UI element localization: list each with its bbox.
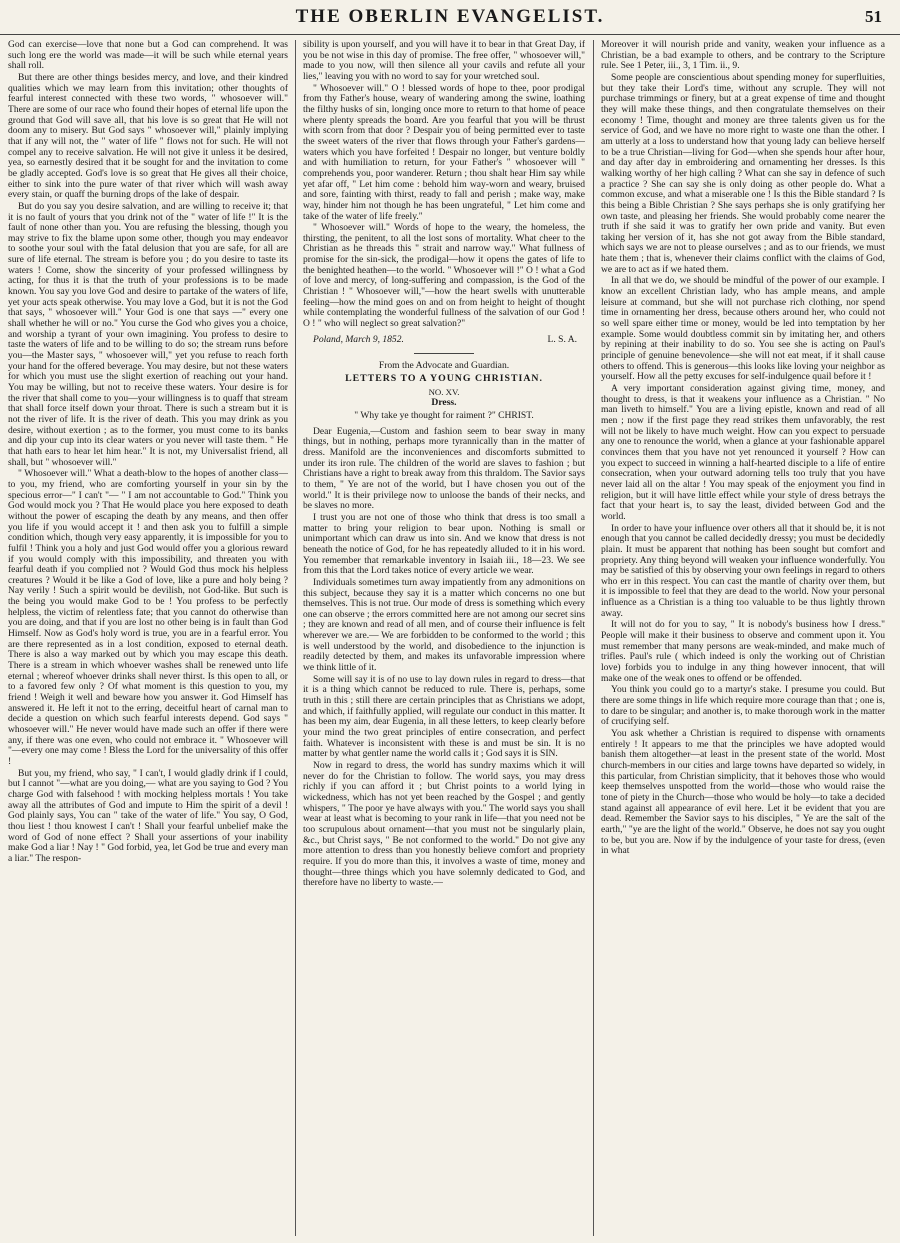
paragraph: It will not do for you to say, " It is nobody's business how I dress." People will make it their business to observe and comment upon it. You must remember that many persons are weak-minded, and make much of trifles. Paul's rule ( which indeed is only the working out of Christian love) forbids you to indulge in any thing however innocent, that will make one of the weak ones to offend or be offended. — [601, 619, 885, 684]
paragraph: " Whosoever will." Words of hope to the weary, the homeless, the thirsting, the penitent, to all the lost sons of mortality. What cheer to the Christian as he threads this " strait and narrow way." What fullness of promise for the sin-sick, the prodigal—how it opens the gates of life to the benighted heathen—to the world. " Whosoever will !" O ! what a God of love and mercy, of long-suffering and compassion, is the God of the Christian ! " Whosoever will,"—how the heart swells with unutterable feeling—how the mind goes on and on from height to height of thought while contemplating the wonderful fullness of the salvation of our God ! O ! " who will neglect so great salvation?" — [303, 222, 585, 330]
paragraph: Now in regard to dress, the world has sundry maxims which it will never do for the Christian to follow. The world says, you may dress richly if you can afford it ; but Christ points to a world lying in wickedness, which has not yet been reached by the Gospel ; and gently whispers, " The poor ye have always with you." The world says you shall wear at least what is becoming to your rank in life—that you need not be too scrupulous about ornament—that you must not be singularly plain, &c., but Christ says, " Be not conformed to the world." Do not give any more attention to dress than you honestly believe comfort and propriety require. If you do more than this, it involves a waste of time, money and thought—three things which you have solemnly dedicated to God, and therefore have no liberty to waste.— — [303, 760, 585, 889]
article-subject: Dress. — [431, 397, 457, 409]
article-number: NO. XV. — [428, 386, 460, 397]
paragraph: I trust you are not one of those who think that dress is too small a matter to bring your religion to bear upon. Nothing is small or unimportant which can draw us into sin. And we know that dress is not beneath the notice of God, for he has repeatedly alluded to it in his word. You remember that remarkable inventory in Isaiah iii., 18—23. We see from this that the Lord takes notice of every article we wear. — [303, 511, 585, 577]
paragraph: sibility is upon yourself, and you will have it to bear in that Great Day, if you be not wise in this day of promise. The free offer, " whosoever will," made to you now, will then silence all your cavils and refute all your lies," leaving you with no word to say for your wretched soul. — [303, 40, 585, 82]
paragraph: You ask whether a Christian is required to dispense with ornaments entirely ! It appears to me that the principles we have adopted would banish them altogether—at least in the present state of the world. Most church-members in our cities and large towns have departed so widely, in this particular, from Christian simplicity, that it behoves those who would keep themselves unspotted from the world—those who would raise the tone of piety in the Church—those who would be holy—to take a decided stand against all appearance of evil here. Let it be evident that you are dead. Remember the Savior says to his disciples, " Ye are the salt of the earth," "ye are the light of the world." Observe, he does not say you ought to be, but you are. Now if by the indulgence of your taste for dress, (even in what — [601, 728, 885, 857]
paragraph: A very important consideration against giving time, money, and thought to dress, is that it weakens your influence as a Christian. " No man liveth to himself." You are a living epistle, known and read of all men ; now if the first page they read strikes them unfavorably, the rest will not be likely to have much weight. How can you expect to persuade any one to renounce the world, when a glance at your fashionable apparel convinces them that you have not yet renounced it yourself ? How can you expect to succeed in winning a half-hearted disciple to a life of entire consecration, when your outward adorning tells too truly that you have never laid all on the altar ! You may speak of the enjoyment you find in religion, but it will have little effect while your style of dress betrays the fact that your heart is, to say the least, divided between God and the world. — [601, 383, 885, 522]
paragraph: Some will say it is of no use to lay down rules in regard to dress—that it is a thing which cannot be reduced to rule. There is, perhaps, some truth in this ; still there are certain principles that as Christians we adopt, and which, if faithfully applied, will regulate our conduct in this matter. It has been my aim, dear Eugenia, in all these letters, to keep clearly before your mind the two great principles of entire consecration, and perfect faith. Whatever is inconsistent with these is and must be sin. It is no matter by what gentler name the world calls it ; God says it is SIN. — [303, 673, 585, 760]
paragraph: You think you could go to a martyr's stake. I presume you could. But there are some things in life which require more courage than that ; one is, to dare to be singular; and another is, to make thorough work in the matter of crucifying self. — [601, 684, 885, 728]
section-separator — [414, 353, 474, 354]
paragraph: In order to have your influence over others all that it should be, it is not enough that you cannot be called decidedly dressy; you must be decidedly plain. It must be apparent that nothing has been sought but comfort and propriety. Any thing beyond will weaken your influence wonderfully. You may be satisfied of this by observing your own feelings in regard to others who err in this respect. You can cast the mantle of charity over them, but it is impossible to feel that they are dead to the world. Now your personal influence as a Christian is a thing too valuable to be thus lightly thrown away. — [601, 522, 885, 619]
paragraph: Individuals sometimes turn away impatiently from any admonitions on this subject, because they say it is a matter which concerns no one but themselves. This is not true. Our mode of dress is something which every one can observe ; the errors committed here are not among our secret sins ; they are known and read of all men, and of course their influence is felt wherever we are.— We are forbidden to be conformed to the world ; this is well understood by the world, and disobedience to the injunction is readily detected by them, and makes its unfavorable impression where we think little of it. — [303, 576, 585, 674]
paragraph: Moreover it will nourish pride and vanity, weaken your influence as a Christian, be a bad example to others, and be contrary to the Scripture rule. See 1 Peter, iii., 3, 1 Tim. ii., 9. — [601, 40, 885, 72]
paragraph: Some people are conscientious about spending money for superfluities, but they take their Lord's time, without any scruple. They will not purchase trimmings or finery, but at a great expense of time and thought they will make these things, and then congratulate themselves on their economy ! Time, thought and money are three talents given us for the service of God, and we have no more right to waste one than the other. I am utterly at a loss to understand how that young lady can believe herself to be a true Christian—living for God—when she spends hour after hour, and day after day in embroidering and ornamenting her dresses. Is this walking worthy of her high calling ? What can she say in defence of such a practice ? She can say she is only doing as other people do. What a common excuse, and what a miserable one ! Is this the Bible standard ? Is this being a Bible Christian ? She says perhaps she is only gratifying her own taste, and pleasing her friends. She would probably come nearer the truth if she said it was to gratify her own pride and vanity. But even taking her version of it, has she not got away from the Bible standard, which says we are not to please ourselves ; and as to our friends, we must hate them ; that is, whenever their claims conflict with the claims of God, we are to act as if we hated them. — [601, 71, 885, 275]
paragraph: But there are other things besides mercy, and love, and their kindred qualities which we may learn from this invitation; other thoughts of fearful interest connected with these two words, " whosoever will." There are some of our race who found their hopes of eternal life upon the ground that God will save all, that his love is so great that He will not doom any to misery. But God says " whosoever will," plainly implying that if any will not, the " water of life " flows not for such. He will not compel any to receive salvation. He will not give it unless it be desired, yea, so earnestly desired that it be sought for and the invitation to come be gladly accepted. God's love is so great that He gives all their choice, either to sink into the pure water of that river which will wash away every stain, or quaff the burning drops of the lake of despair. — [8, 71, 288, 201]
article-series-title: LETTERS TO A YOUNG CHRISTIAN. — [345, 373, 543, 385]
paragraph: Dear Eugenia,—Custom and fashion seem to bear sway in many things, but in nothing, perhaps more tyrannically than in the matter of dress. Manifold are the inconveniences and discomforts submitted to under its iron rule. The children of the world are slaves to fashion ; but Christians have a right to break away from this thraldom. The Savior says to them, " Ye are not of the world, but I have chosen you out of the world." It is their privilege now to unloose the bands of their necks, and be slaves no more. — [303, 425, 585, 512]
paragraph: God can exercise—love that none but a God can comprehend. It was such long ere the world was made—it will be such while eternal years shall roll. — [8, 40, 288, 72]
column-2 — [303, 40, 585, 1236]
signature-place-date: Poland, March 9, 1852. — [313, 333, 404, 345]
signature-line — [313, 335, 577, 346]
paragraph: But do you say you desire salvation, and are willing to receive it; that it is no fault of yours that you drink not of the " water of life !" It is the fault of none other than you. You are refusing the blessing, though you may strive to fix the blame upon some other, though you may endeavor to soothe your soul with the fatal delusion that you are safe, for all are sure of life eternal. The stream is before you ; do you desire to taste its waters ! Come, show the sincerity of your professed willingness by acting, for thus it is that the truth of your professions is to be made known. You say you love God and desire to partake of the waters of life, yet your acts speak otherwise. You may love a God, but it is not the God that says, " whosoever will." Your God is one that says —" every one shall whether he will or no." You curse the God who gives you a choice, and worship a tyrant of your own imagining. You profess to desire to taste the waters of life and to be willing to do so; the stream runs before you—the Master says, " whosoever will," yet you refuse to reach forth your hand for the offered beverage. You may desire, but not these waters for which you must use the slight exertion of reaching out your hand. You may be willing, but not to receive these waters. Your desire is for the river that shall come to you—your willingness is to quaff that stream that shall force itself down your throat. There is such a stream but it is not the river of life. It is the river of death. This you may drink as you desire, without exertion ; as to the former, you must come to its banks and dip your cup into its clear waters or you never will taste them. " He that hath ears to hear let him hear." It is not, my Universalist friend, all shall, but " whosoever will." — [8, 200, 288, 468]
paragraph: " Whosoever will." O ! blessed words of hope to thee, poor prodigal from thy Father's house, weary of wandering among the swine, loathing the filthy husks of sin, longing once more to return to that home of peace where plenty spreads the board. Are you fearful that you will be thrust with scorn from that door ? Despair you of being permitted ever to taste the sweet waters of the river that flows through your Father's gardens—waters which you have forfeited ! Despair no longer, but venture boldly and with humiliation to return, for your Father's " whosoever will " comprehends you, poor wanderer. Return ; thou shalt hear Him say while yet afar off, " Let him come : behold him way-worn and weary, bruised and sore, fainting with thirst, ready to fall and perish ; make way, make way, hinder him not though he has been ungrateful, " Let him come and take of the water of life freely." — [303, 82, 585, 222]
paragraph: " Whosoever will." What a death-blow to the hopes of another class—to you, my friend, who are comforting yourself in your sin by the specious error—" I can't "— " I am not accountable to God." Think you God would mock you ? That He would place you here exposed to death without the power of escaping the death by any means, and then offer you life if you would accept it ! and then ask you to fulfill a simple condition which, though very easy apparently, it is impossible for you to fulfil ! Think you a holy and just God would offer you a glorious reward if you would comply with this impossibility, and threaten you with fearful death if you complied not ? Would God thus mock his helpless creatures ? Would it be like a God of love, like a pure and holy being ? Nay verily ! Such a spirit would be devilish, not God-like. But such is the being you would make God to be ! You profess to be perfectly helpless, the victim of relentless fate; that you cannot do otherwise than you are doing, and that if you are lost no other being is in fault than God Himself. Now as God's holy word is true, you are in a fearful error. You are there represented as in a lost condition, exposed to eternal death. There is also a way marked out by which you may escape this death. There is a stream in which whoever washes shall be renewed unto life eternal ; whereof whoever drinks shall never thirst. Is this open to all, or to a favored few only ? Of what moment is this question to you, my friend ! Weigh it well and beware how you answer it. God Himself has answered it. He left it not to the erring, deceitful heart of carnal man to decide a question on which such fearful interests depend. God says " whosoever will." He never would have made such an offer if there were any, if there was one even, who could not embrace it. " Whosoever will "—every one may come ! Bless the Lord for the universality of this offer ! — [8, 468, 288, 767]
paragraph: In all that we do, we should be mindful of the power of our example. I know an excellent Christian lady, who has ample means, and ample leisure at command, but she will not purchase rich clothing, nor spend time in ornamenting her dress, because others around her, who could not so well spare either time or money, would be led into temptation by her example. Some would doubtless commit sin by imitating her, and others by repining at their inability to do so. You see she is acting on Paul's principle of genuine benevolence—she will not eat meat, if it shall cause others to offend. This is generous—this looks like loving your neighbor as yourself. How all the petty excuses for self-indulgence quail before it ! — [601, 275, 885, 383]
page-title: THE OBERLIN EVANGELIST. — [295, 6, 605, 27]
signature-initials: L. S. A. — [547, 333, 577, 345]
epigraph: " Why take ye thought for raiment ?" CHRIST. — [354, 410, 534, 421]
page-header — [0, 0, 900, 35]
paragraph: But you, my friend, who say, " I can't, I would gladly drink if I could, but I cannot "—what are you doing,— what are you saying to God ? You charge God with falsehood ! with mocking helpless mortals ! You take away all the attributes of God and impute to Him the spirit of a devil ! God plainly says, You can " take of the water of life." You say, O God, thou liest ! thou knowest I can't ! Shall your fearful unbelief make the word of God of none effect ? Shall your assertions of your inability make God a liar ! Nay ! " God forbid, yea, let God be true and every man a liar." The respon- — [8, 767, 288, 864]
column-3 — [601, 40, 885, 1236]
source-line: From the Advocate and Guardian. — [378, 360, 510, 372]
column-1 — [8, 40, 288, 1236]
column-divider — [295, 40, 296, 1236]
column-divider — [593, 40, 594, 1236]
page-number: 51 — [865, 7, 882, 26]
